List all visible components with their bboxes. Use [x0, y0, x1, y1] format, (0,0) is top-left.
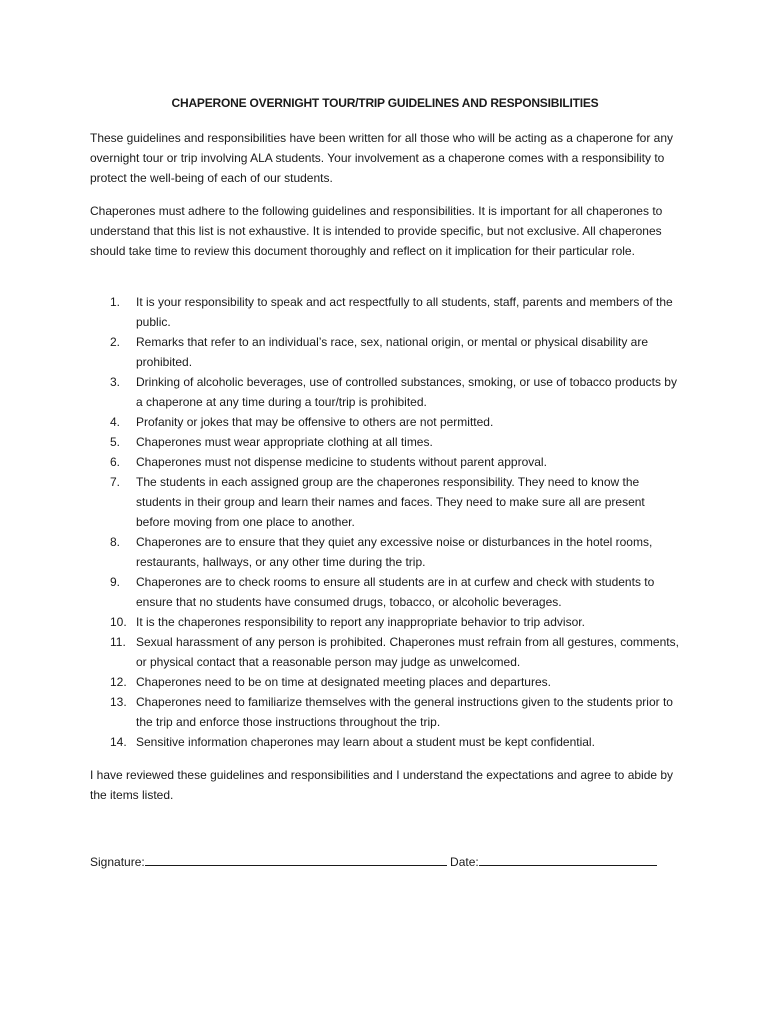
rule-number: 9. — [110, 575, 121, 589]
rule-item — [90, 372, 682, 412]
rule-number: 6. — [110, 455, 121, 469]
rule-text: The students in each assigned group are the chaperones responsibility. They need to know the students in their group and learn their names and faces. They need to make sure all are present before moving from one place to another. — [136, 475, 645, 529]
document-title: CHAPERONE OVERNIGHT TOUR/TRIP GUIDELINES AND RESPONSIBILITIES — [171, 96, 599, 110]
rule-number: 3. — [110, 375, 121, 389]
rule-item — [90, 332, 682, 372]
rule-item — [90, 452, 682, 472]
adherence-paragraph: Chaperones must adhere to the following guidelines and responsibilities. It is important for all chaperones to understand that this list is not exhaustive. It is intended to provide specific, but not exclusive. All chaperones should take time to review this document thoroughly and reflect on it implication for their particular role. — [90, 204, 663, 258]
rule-number: 8. — [110, 535, 121, 549]
rule-item — [90, 732, 682, 752]
date-label: Date: — [450, 855, 479, 869]
signature-line — [90, 852, 690, 872]
rule-number: 13. — [110, 695, 127, 709]
rule-text: Drinking of alcoholic beverages, use of controlled substances, smoking, or use of tobacco products by a chaperone at any time during a tour/trip is prohibited. — [136, 375, 677, 409]
rule-item — [90, 532, 682, 572]
rule-text: Chaperones are to ensure that they quiet any excessive noise or disturbances in the hotel rooms, restaurants, hallways, or any other time during the trip. — [136, 535, 653, 569]
rule-number: 4. — [110, 415, 121, 429]
rule-number: 10. — [110, 615, 127, 629]
rule-item — [90, 432, 682, 452]
rule-item — [90, 292, 682, 332]
rule-number: 7. — [110, 475, 121, 489]
rule-text: Chaperones are to check rooms to ensure all students are in at curfew and check with students to ensure that no students have consumed drugs, tobacco, or alcoholic beverages. — [136, 575, 655, 609]
rule-text: Sensitive information chaperones may learn about a student must be kept confidential. — [136, 735, 595, 749]
rule-item — [90, 412, 682, 432]
rule-item — [90, 572, 682, 612]
rule-item — [90, 672, 682, 692]
rule-text: Chaperones need to be on time at designated meeting places and departures. — [136, 675, 551, 689]
rule-text: It is your responsibility to speak and act respectfully to all students, staff, parents and members of the public. — [136, 295, 673, 329]
date-field[interactable] — [479, 853, 657, 866]
rule-number: 1. — [110, 295, 121, 309]
rule-number: 5. — [110, 435, 121, 449]
rule-text: Chaperones must not dispense medicine to students without parent approval. — [136, 455, 547, 469]
rule-item — [90, 692, 682, 732]
rule-text: Sexual harassment of any person is prohibited. Chaperones must refrain from all gestures, comments, or physical contact that a reasonable person may judge as unwelcomed. — [136, 635, 679, 669]
rule-number: 12. — [110, 675, 127, 689]
rule-text: Remarks that refer to an individual’s race, sex, national origin, or mental or physical disability are prohibited. — [136, 335, 649, 369]
rule-text: Chaperones need to familiarize themselves with the general instructions given to the students prior to the trip and enforce those instructions throughout the trip. — [136, 695, 673, 729]
rule-number: 11. — [110, 635, 126, 649]
rule-text: It is the chaperones responsibility to report any inappropriate behavior to trip advisor. — [136, 615, 585, 629]
acknowledgement-paragraph: I have reviewed these guidelines and responsibilities and I understand the expectations and agree to abide by the items listed. — [90, 768, 674, 802]
signature-field[interactable] — [145, 853, 447, 866]
rules-list — [90, 292, 682, 752]
rule-number: 2. — [110, 335, 121, 349]
intro-paragraph: These guidelines and responsibilities have been written for all those who will be acting as a chaperone for any overnight tour or trip involving ALA students. Your involvement as a chaperone comes with a responsibility to protect the well-being of each of our students. — [90, 131, 674, 185]
rule-item — [90, 472, 682, 532]
rule-number: 14. — [110, 735, 127, 749]
signature-label: Signature: — [90, 855, 145, 869]
rule-text: Chaperones must wear appropriate clothing at all times. — [136, 435, 433, 449]
rule-text: Profanity or jokes that may be offensive to others are not permitted. — [136, 415, 494, 429]
rule-item — [90, 632, 682, 672]
rule-item — [90, 612, 682, 632]
